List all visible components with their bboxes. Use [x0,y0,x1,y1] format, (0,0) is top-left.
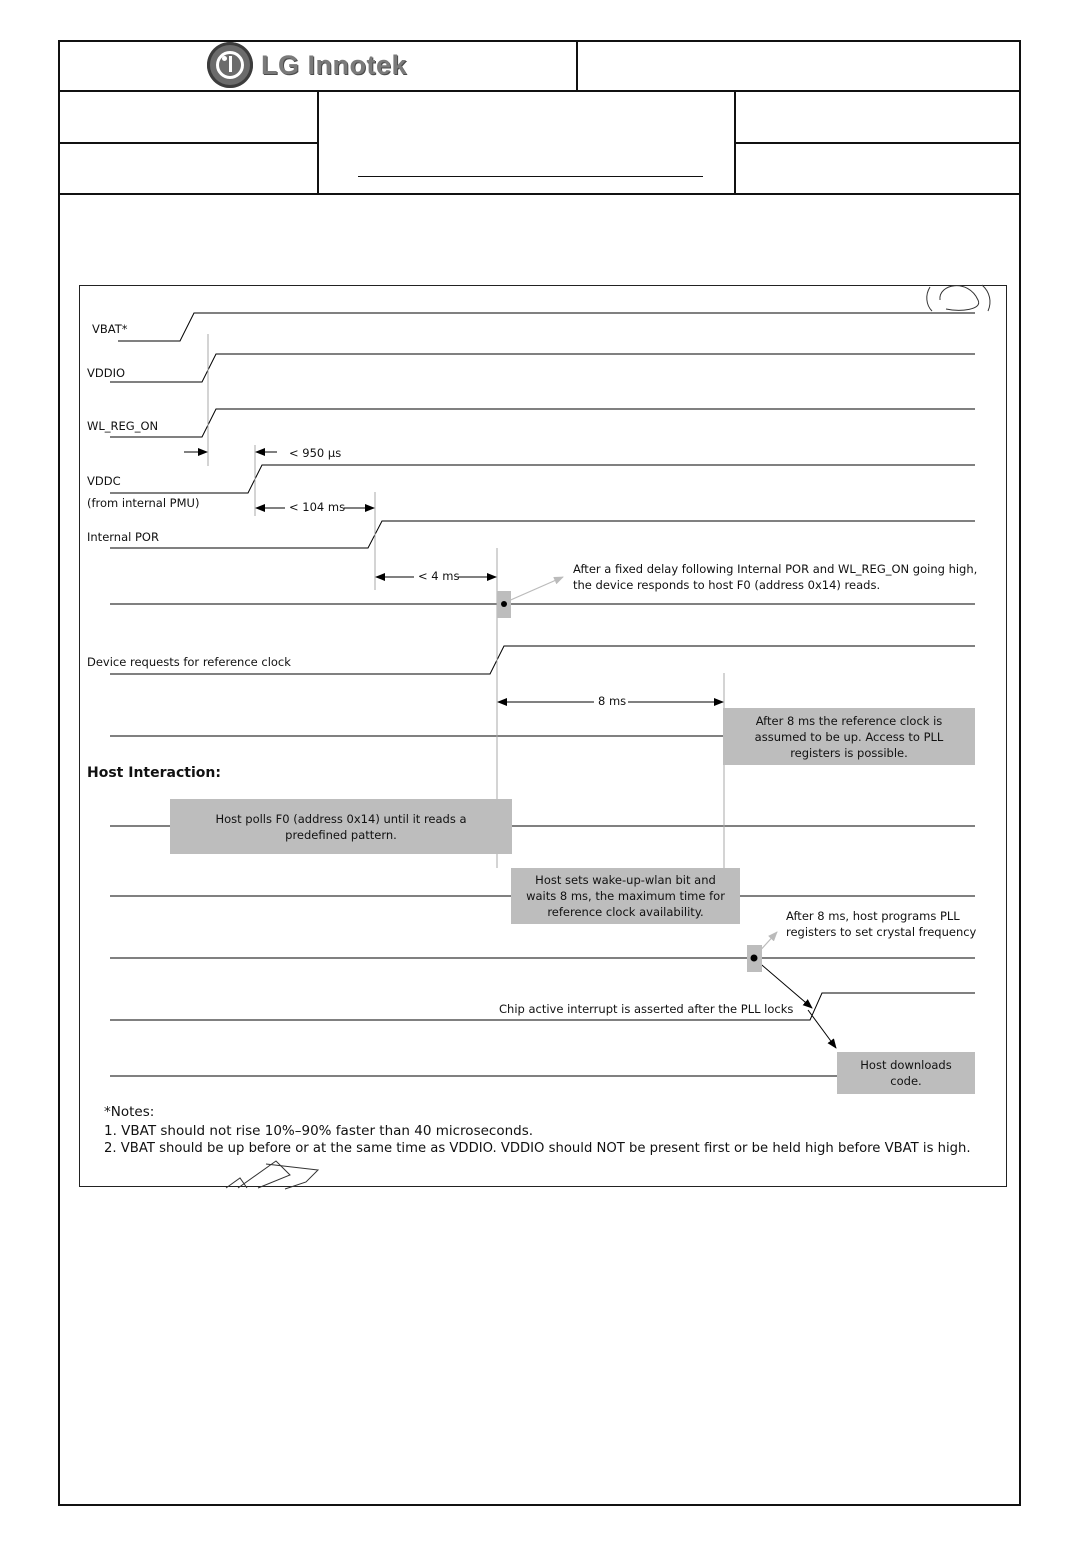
signal-label-vddc-source: (from internal PMU) [87,496,200,510]
annotation-pll-program [786,908,976,940]
annotation-f0-response-line1: After a fixed delay following Internal POR and WL_REG_ON going high, [573,562,978,576]
scribble-top-right [927,285,990,311]
signal-label-vbat: VBAT* [92,322,128,336]
pll-program-dot [751,955,758,962]
host-interaction-heading: Host Interaction: [87,765,221,781]
brand-name: LG Innotek [261,49,407,80]
notes-section [104,1103,971,1159]
scribble-bottom-left [226,1161,318,1189]
host-wake-box [511,868,740,924]
signal-label-ref-clock-request: Device requests for reference clock [87,655,291,669]
host-wake-line1: Host sets wake-up-wlan bit and [535,873,716,887]
host-download-box [837,1052,975,1094]
vddio-waveform [110,354,975,382]
f0-ready-dot [501,601,507,607]
vddc-waveform [110,465,975,493]
ref-clock-up-line1: After 8 ms the reference clock is [755,713,943,728]
host-poll-line2: predefined pattern. [285,827,397,842]
ref-clock-up-box [723,708,975,765]
vbat-waveform [118,313,975,341]
timing-4ms: < 4 ms [418,569,460,583]
ref-clock-up-line3: registers is possible. [790,745,908,760]
pointer-f0-response [506,577,563,602]
arrow-to-chip-active [756,960,812,1008]
annotation-f0-response-line2: the device responds to host F0 (address 0x14) reads. [573,578,881,592]
host-poll-line1: Host polls F0 (address 0x14) until it reads a [215,811,467,826]
timing-8ms: 8 ms [598,694,627,708]
notes-title: *Notes: [104,1104,155,1120]
signal-label-wl-reg-on: WL_REG_ON [87,419,159,433]
timing-104ms: < 104 ms [289,500,346,514]
host-wake-line2: waits 8 ms, the maximum time for [526,889,725,903]
host-download-line1: Host downloads [860,1058,952,1072]
host-wake-line3: reference clock availability. [547,905,704,919]
signal-label-vddc: VDDC [87,474,121,488]
ref-clock-up-line2: assumed to be up. Access to PLL [754,729,944,744]
note-2: 2. VBAT should be up before or at the same time as VDDIO. VDDIO should NOT be present first or be held high before VBAT is high. [104,1141,971,1156]
signal-label-vddio: VDDIO [87,366,126,380]
internal-por-waveform [110,521,975,548]
arrow-to-host-download [808,1010,836,1048]
annotation-f0-response [573,561,977,593]
annotation-pll-program-line2: registers to set crystal frequency [786,925,977,939]
annotation-chip-active: Chip active interrupt is asserted after the PLL locks [499,1002,794,1016]
signal-label-internal-por: Internal POR [87,530,159,544]
host-download-line2: code. [890,1074,922,1088]
host-poll-box [170,799,512,854]
wl-reg-on-waveform [110,409,975,437]
timing-950us: < 950 µs [289,446,342,460]
annotation-pll-program-line1: After 8 ms, host programs PLL [786,909,960,923]
note-1: 1. VBAT should not rise 10%–90% faster than 40 microseconds. [104,1122,534,1139]
